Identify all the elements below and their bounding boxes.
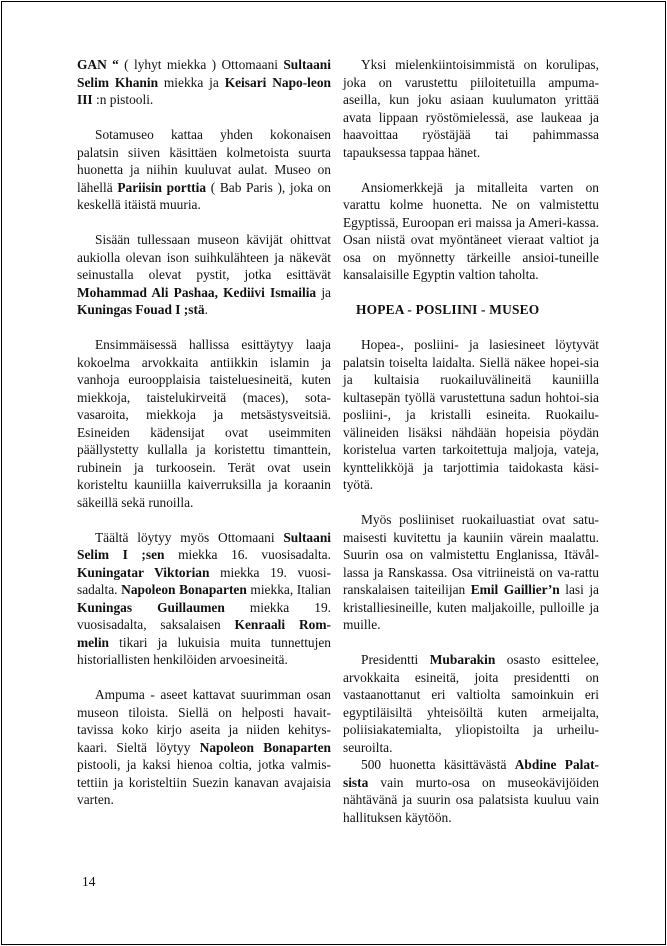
bold-text: Kuningatar Viktorian	[77, 564, 210, 580]
text: miekka 19. vuosi-sadalta.	[77, 564, 331, 597]
paragraph	[77, 336, 331, 511]
text: Hopea-, posliini- ja lasiesineet löytyvät palatsin toiselta laidalta. Siellä näkee hopei-sia ja kultaisia ruokailuvälineitä kauniilla kultasepän työllä varustettuna sadun hohtoi-sia posliini-, ja kristalli esineita. Ruokailu-välineiden lisäksi nähdään hopeisia pöydän koristelua varten tarkoitettuja maljoja, vateja, kynttelikköjä ja tarjottimia taidokasta käsi-työtä.	[343, 337, 599, 492]
text: miekka ja	[158, 74, 225, 90]
paragraph	[77, 529, 331, 669]
paragraph	[343, 651, 599, 756]
text: miekka, Italian	[246, 582, 331, 597]
bold-text: Mohammad Ali Pashaa, Kediivi Ismailia	[77, 284, 317, 300]
paragraph	[77, 126, 331, 214]
text: Yksi mielenkiintoisimmistä on korulipas, joka on varustettu piiloitetuilla ampuma-aseilla, kun joku asiaan kuulumaton yrittää avata lippaan ryöstömielessä, ase laukeaa ja haavoittaa ryöstäjää tai pahimmassa tapauksessa tappaa hänet.	[343, 57, 599, 160]
right-column	[343, 56, 599, 844]
text: ja	[316, 284, 331, 300]
text: :n pistooli.	[92, 92, 154, 107]
bold-text: Napoleon Bonaparten	[199, 739, 331, 755]
text: ( lyhyt miekka ) Ottomaani	[118, 57, 284, 72]
bold-text: Kuningas Guillaumen	[77, 599, 225, 615]
bold-text: Sultaani Selim I ;sen	[77, 529, 331, 562]
text: Presidentti	[361, 652, 430, 667]
bold-text: Kenraali Rom-melin	[77, 617, 331, 650]
left-column	[77, 56, 331, 826]
bold-text: Emil Gaillier’n	[470, 582, 560, 597]
paragraph	[77, 686, 331, 809]
paragraph	[343, 511, 599, 634]
text: osasto esittelee, arvokkaita esineitä, joita presidentti on vastaanottanut eri valtiolta samoinkuin eri egyptiläisiltä yhteisöiltä kuten armeijalta, poliisiakatemialta, yliopistoilta ja urheilu-seuroilta.	[343, 652, 600, 755]
text: vain murto-osa on museokävijöiden nähtävänä ja suurin osa palatsista kuuluu vain hallituksen käytöön.	[343, 774, 599, 825]
bold-text: Keisari Napo-leon III	[77, 74, 331, 107]
text: Myös posliiniset ruokailuastiat ovat satu-maisesti kuvitettu ja kauniin värein maalattu. Suurin osa on valmistettu Englanissa, Itävål-lassa ja Ranskassa. Osa vitriineistä on va-rattu ranskalaisen taiteilijan	[343, 512, 599, 597]
bold-text: Pariisin porttia	[117, 179, 207, 195]
text: Ensimmäisessä hallissa esittäytyy laaja kokoelma arvokkaita antiikkin islamin ja vanhoja euroopplaisia taisteluesineitä, kuten miekkoja, taistelukirveitä (maces), sota-vasaroita, miekkoja ja metsästysveitsiä. Esineiden kädensijat ovat useimmiten päällystetty kullalla ja koristettu timanttein, rubinein ja turkoosein. Terät ovat usein koristeltu kauniilla kaiverruksilla ja koraanin säkeillä sekä runoilla.	[77, 337, 331, 510]
text: Sisään tullessaan museon kävijät ohittvat aukiolla olevan ison suihkulähteen ja näkevät seinustalla olevat pystit, jotka esittävät	[77, 232, 331, 282]
text: miekka 19. vuosisadalta, saksalaisen	[77, 599, 331, 632]
text: Ampuma - aseet kattavat suurimman osan museon tiloista. Siellä on helposti havait-tavissa koko kirjo aseita ja niiden kehitys-kaari. Sieltä löytyy	[77, 687, 331, 755]
text: lasi ja kristalliesineille, kuten maljakoille, pulloille ja muille.	[343, 582, 599, 632]
text: .	[204, 302, 208, 317]
bold-text: Sultaani Selim Khanin	[77, 57, 331, 90]
bold-text: GAN “	[77, 57, 119, 72]
paragraph	[343, 336, 599, 494]
page-number: 14	[82, 874, 96, 889]
paragraph	[343, 179, 599, 284]
text: 500 huonetta käsittävästä	[361, 757, 515, 772]
paragraph	[77, 56, 331, 109]
bold-text: Mubarakin	[429, 652, 496, 667]
text: tikari ja lukuisia muita tunnettujen historiallisten henkilöiden arvoesineitä.	[77, 634, 331, 667]
bold-text: Abdine Palat-sista	[343, 757, 599, 790]
text: Täältä löytyy myös Ottomaani	[95, 529, 284, 545]
bold-text: Napoleon Bonaparten	[121, 582, 247, 597]
paragraph	[77, 231, 331, 319]
section-heading: HOPEA - POSLIINI - MUSEO	[356, 302, 540, 317]
text: Ansiomerkkejä ja mitalleita varten on varattu kolme huonetta. Ne on valmistettu Egyptissä, Euroopan eri maissa ja Ameri-kassa. Osan niistä ovat myöntäneet vieraat valtiot ja osa on myönnetty tärkeille ansioi-tuneille kansalaisille Egyptin valtion taholta.	[343, 179, 599, 282]
text: ( Bab Paris ), joka on keskellä itäistä muuria.	[77, 179, 332, 212]
text: pistooli, ja kaksi hienoa coltia, jotka valmis-tettiin ja koristeltiin Suezin kanavan avajaisia varten.	[77, 757, 331, 807]
paragraph	[343, 56, 599, 161]
text: Sotamuseo kattaa yhden kokonaisen palatsin siiven käsittäen kolmetoista suurta huonetta ja niihin kuuluvat aulat. Museo on lähellä	[77, 127, 331, 195]
text: miekka 16. vuosisadalta.	[164, 547, 331, 562]
bold-text: Kuningas Fouad I ;stä	[77, 302, 205, 317]
paragraph	[343, 756, 599, 826]
